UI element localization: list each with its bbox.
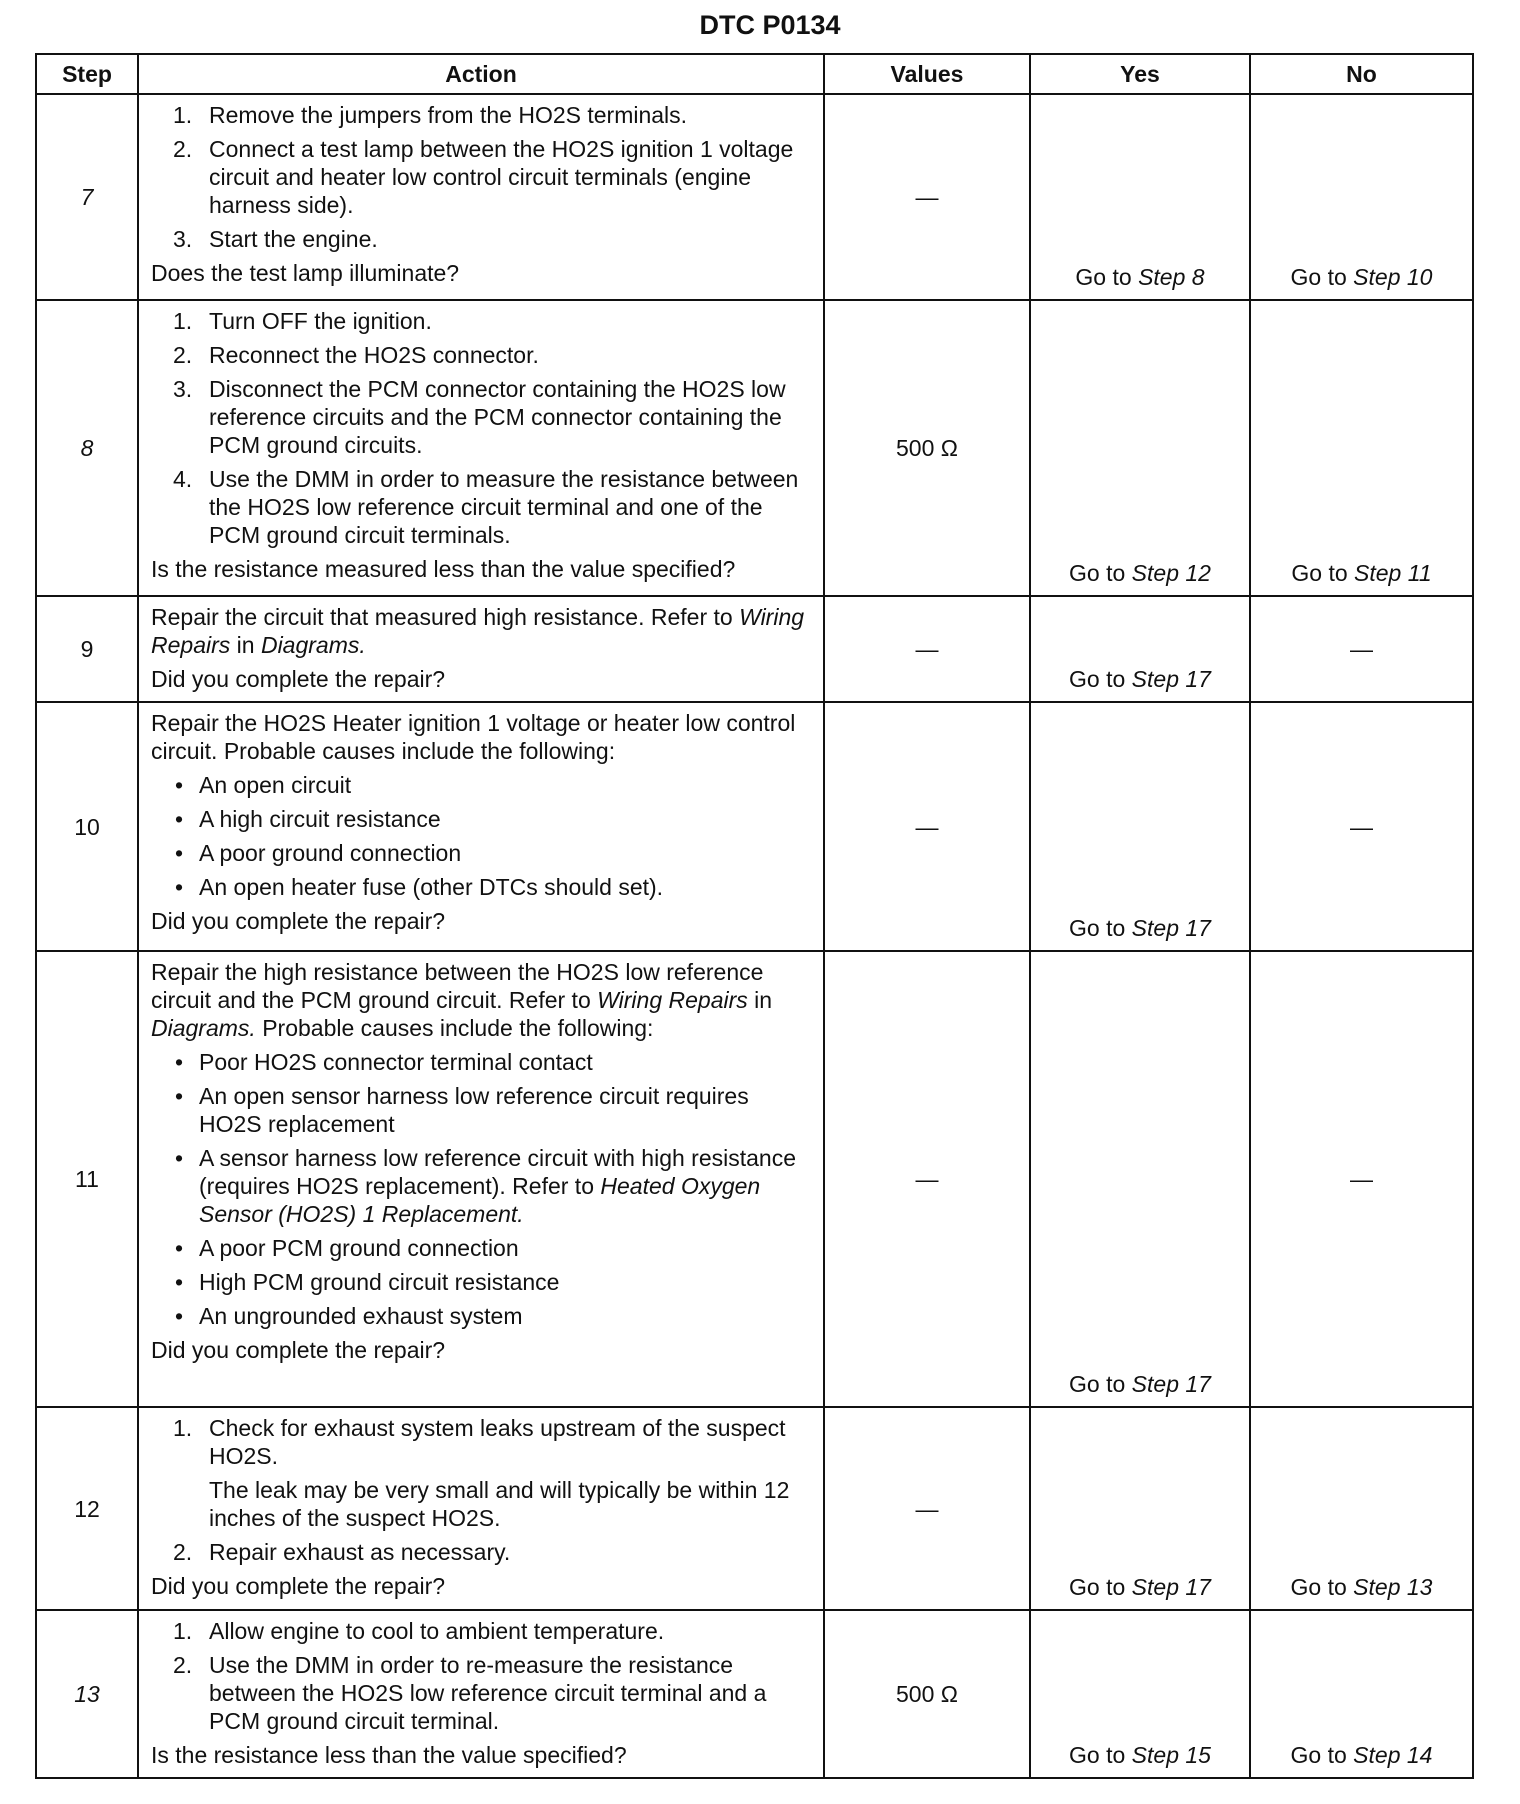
step-link: Step 13 bbox=[1353, 1574, 1433, 1600]
list-item: • A poor PCM ground connection bbox=[175, 1235, 519, 1261]
list-item: 1. Remove the jumpers from the HO2S terminals. bbox=[173, 102, 688, 128]
step-link: Step 14 bbox=[1353, 1742, 1433, 1768]
step-number: 13 bbox=[36, 1610, 138, 1778]
list-item: • An open heater fuse (other DTCs should set). bbox=[175, 874, 664, 900]
question: Did you complete the repair? bbox=[151, 1573, 446, 1599]
reference: Diagrams. bbox=[151, 1015, 256, 1041]
header-no: No bbox=[1250, 54, 1473, 94]
action-cell: Repair the high resistance between the HO2S low reference circuit and the PCM ground circuit. Refer to Wiring Repairs in Diagrams. Probable causes include the following: • Poor HO2S connector terminal contact • An open sensor harness low reference circuit requires HO2S replacement • A sensor harness low reference circuit with high resistance (requires HO2S replacement). Refer to Heated Oxygen Sensor (HO2S) 1 Replacement. • A poor PCM ground connection • High PCM ground circuit resistance • An ungrounded exhaust system Did you complete the repair? bbox=[138, 951, 824, 1407]
page-title: DTC P0134 bbox=[699, 10, 841, 40]
list-item: 2. Connect a test lamp between the HO2S ignition 1 voltage circuit and heater low control circuit terminals (engine harness side). bbox=[173, 136, 794, 218]
list-item-note: The leak may be very small and will typically be within 12 inches of the suspect HO2S. bbox=[209, 1477, 790, 1531]
no-cell: — bbox=[1250, 596, 1473, 702]
list-item: • An open sensor harness low reference circuit requires HO2S replacement bbox=[175, 1083, 749, 1137]
list-item: • High PCM ground circuit resistance bbox=[175, 1269, 560, 1295]
no-cell: Go to Step 10 bbox=[1250, 94, 1473, 300]
list-item: 2. Repair exhaust as necessary. bbox=[173, 1539, 511, 1565]
value-cell: 500 Ω bbox=[824, 1610, 1030, 1778]
reference: Wiring Repairs bbox=[597, 987, 748, 1013]
action-cell: Repair the HO2S Heater ignition 1 voltage or heater low control circuit. Probable causes include the following: • An open circuit • A high circuit resistance • A poor ground connection • An open heater fuse (other DTCs should set). Did you complete the repair? bbox=[138, 702, 824, 951]
list-item: 1. Allow engine to cool to ambient temperature. bbox=[173, 1618, 665, 1644]
list-item: • An open circuit bbox=[175, 772, 352, 798]
table-row bbox=[36, 94, 1473, 300]
table-row bbox=[36, 1407, 1473, 1610]
step-number: 8 bbox=[36, 300, 138, 596]
action-cell bbox=[138, 1610, 824, 1778]
list-item: • A poor ground connection bbox=[175, 840, 462, 866]
diagnostic-table bbox=[35, 53, 1474, 1779]
step-number: 7 bbox=[36, 94, 138, 300]
list-item: 1. Turn OFF the ignition. bbox=[173, 308, 432, 334]
value-cell: — bbox=[824, 1407, 1030, 1610]
yes-cell: Go to Step 17 bbox=[1030, 951, 1250, 1407]
table-row bbox=[36, 702, 1473, 951]
step-link: Step 10 bbox=[1353, 264, 1433, 290]
step-link: Step 17 bbox=[1131, 915, 1211, 941]
list-item: 3. Disconnect the PCM connector containing the HO2S low reference circuits and the PCM connector containing the PCM ground circuits. bbox=[173, 376, 786, 458]
list-item: • Poor HO2S connector terminal contact bbox=[175, 1049, 593, 1075]
list-item: 1. Check for exhaust system leaks upstream of the suspect HO2S. bbox=[173, 1415, 786, 1469]
yes-cell: Go to Step 17 bbox=[1030, 702, 1250, 951]
no-cell: Go to Step 13 bbox=[1250, 1407, 1473, 1610]
yes-cell: Go to Step 8 bbox=[1030, 94, 1250, 300]
question: Does the test lamp illuminate? bbox=[151, 260, 460, 286]
question: Is the resistance less than the value specified? bbox=[151, 1742, 627, 1768]
no-cell: Go to Step 11 bbox=[1250, 300, 1473, 596]
step-number: 9 bbox=[36, 596, 138, 702]
header-yes: Yes bbox=[1030, 54, 1250, 94]
header-action: Action bbox=[138, 54, 824, 94]
action-cell bbox=[138, 300, 824, 596]
question: Is the resistance measured less than the value specified? bbox=[151, 556, 736, 582]
header-row bbox=[36, 54, 1473, 94]
step-link: Step 8 bbox=[1138, 264, 1205, 290]
table-row bbox=[36, 1610, 1473, 1778]
step-link: Step 17 bbox=[1131, 1371, 1211, 1397]
reference: Diagrams. bbox=[260, 632, 366, 658]
question: Did you complete the repair? bbox=[151, 1337, 446, 1363]
list-item: • A sensor harness low reference circuit with high resistance (requires HO2S replacement). Refer to Heated Oxygen Sensor (HO2S) 1 Replacement. bbox=[175, 1145, 797, 1227]
step-number: 12 bbox=[36, 1407, 138, 1610]
list-item: • An ungrounded exhaust system bbox=[175, 1303, 523, 1329]
step-link: Step 11 bbox=[1354, 560, 1432, 586]
value-cell: — bbox=[824, 951, 1030, 1407]
yes-cell: Go to Step 12 bbox=[1030, 300, 1250, 596]
list-item: 3. Start the engine. bbox=[173, 226, 378, 252]
no-cell: — bbox=[1250, 951, 1473, 1407]
list-item: 4. Use the DMM in order to measure the resistance between the HO2S low reference circuit terminal and one of the PCM ground circuit terminals. bbox=[173, 466, 799, 548]
step-link: Step 17 bbox=[1131, 666, 1211, 692]
step-number: 10 bbox=[36, 702, 138, 951]
header-step: Step bbox=[36, 54, 138, 94]
reference: Wiring Repairs bbox=[151, 604, 805, 658]
reference: Heated Oxygen Sensor (HO2S) 1 Replacement. bbox=[199, 1173, 761, 1227]
step-link: Step 15 bbox=[1131, 1742, 1211, 1768]
action-cell: Repair the circuit that measured high resistance. Refer to Wiring Repairs in Diagrams. Did you complete the repair? bbox=[138, 596, 824, 702]
value-cell: — bbox=[824, 94, 1030, 300]
yes-cell: Go to Step 15 bbox=[1030, 1610, 1250, 1778]
value-cell: 500 Ω bbox=[824, 300, 1030, 596]
list-item: • A high circuit resistance bbox=[175, 806, 441, 832]
action-cell bbox=[138, 1407, 824, 1610]
action-cell bbox=[138, 94, 824, 300]
question: Did you complete the repair? bbox=[151, 908, 446, 934]
yes-cell: Go to Step 17 bbox=[1030, 596, 1250, 702]
yes-cell: Go to Step 17 bbox=[1030, 1407, 1250, 1610]
no-cell: — bbox=[1250, 702, 1473, 951]
step-link: Step 12 bbox=[1131, 560, 1211, 586]
header-values: Values bbox=[824, 54, 1030, 94]
table-row bbox=[36, 951, 1473, 1407]
list-item: 2. Use the DMM in order to re-measure the resistance between the HO2S low reference circuit terminal and a PCM ground circuit terminal. bbox=[173, 1652, 767, 1734]
question: Did you complete the repair? bbox=[151, 666, 446, 692]
table-row bbox=[36, 300, 1473, 596]
value-cell: — bbox=[824, 596, 1030, 702]
table-row bbox=[36, 596, 1473, 702]
step-link: Step 17 bbox=[1131, 1574, 1211, 1600]
no-cell: Go to Step 14 bbox=[1250, 1610, 1473, 1778]
step-number: 11 bbox=[36, 951, 138, 1407]
value-cell: — bbox=[824, 702, 1030, 951]
list-item: 2. Reconnect the HO2S connector. bbox=[173, 342, 539, 368]
